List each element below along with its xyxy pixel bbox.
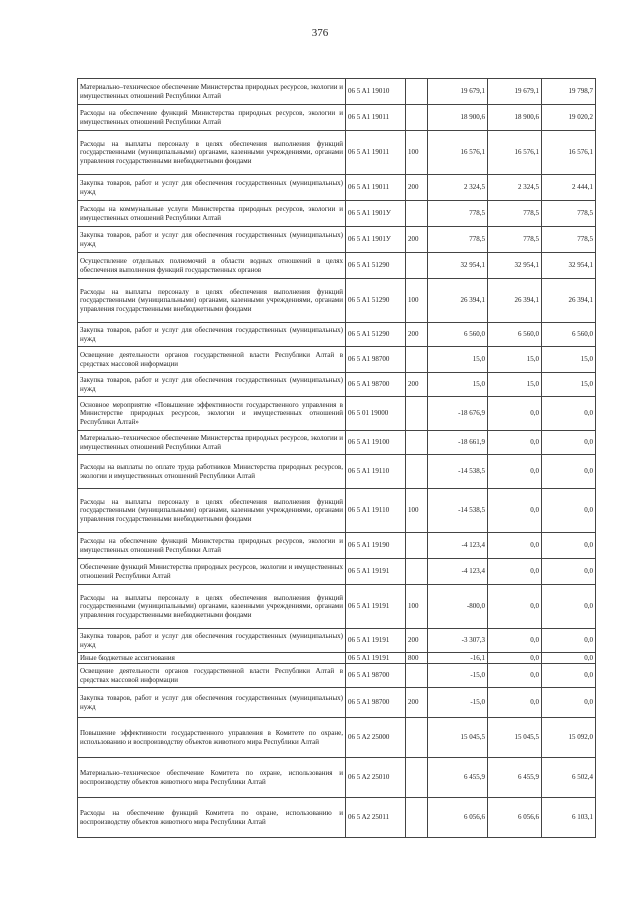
row-value-year3: 0,0 — [542, 397, 596, 431]
row-expense-type: 200 — [406, 227, 428, 253]
row-value-year2: 0,0 — [488, 629, 542, 653]
row-value-year2: 16 576,1 — [488, 131, 542, 175]
row-name: Закупка товаров, работ и услуг для обеспечения государственных (муниципальных) нужд — [78, 175, 346, 201]
row-value-year3: 0,0 — [542, 489, 596, 533]
row-value-year1: 15 045,5 — [428, 718, 488, 758]
row-value-year1: -14 538,5 — [428, 489, 488, 533]
row-name: Закупка товаров, работ и услуг для обеспечения государственных (муниципальных) нужд — [78, 373, 346, 397]
row-code: 06 5 A1 51290 — [346, 253, 406, 279]
row-code: 06 5 A1 19011 — [346, 175, 406, 201]
row-name: Материально–техническое обеспечение Министерства природных ресурсов, экологии и имущественных отношений Республики Алтай — [78, 79, 346, 105]
row-value-year3: 6 103,1 — [542, 798, 596, 838]
row-value-year3: 19 798,7 — [542, 79, 596, 105]
row-expense-type: 100 — [406, 489, 428, 533]
row-expense-type — [406, 397, 428, 431]
row-expense-type — [406, 253, 428, 279]
row-value-year3: 15,0 — [542, 373, 596, 397]
row-value-year1: 6 560,0 — [428, 323, 488, 347]
table-row — [78, 559, 596, 585]
row-code: 06 5 A1 19010 — [346, 79, 406, 105]
page-number: 376 — [311, 27, 329, 39]
table-row — [78, 79, 596, 105]
row-value-year3: 778,5 — [542, 227, 596, 253]
row-expense-type: 200 — [406, 323, 428, 347]
row-name: Осуществление отдельных полномочий в области водных отношений в целях обеспечения выполнения функций государственных органов — [78, 253, 346, 279]
table-row — [78, 323, 596, 347]
row-value-year1: 16 576,1 — [428, 131, 488, 175]
row-value-year2: 6 560,0 — [488, 323, 542, 347]
row-value-year1: -4 123,4 — [428, 559, 488, 585]
row-code: 06 5 A1 98700 — [346, 373, 406, 397]
row-value-year1: 15,0 — [428, 347, 488, 373]
row-expense-type: 800 — [406, 653, 428, 664]
table-row — [78, 347, 596, 373]
row-value-year1: 6 455,9 — [428, 758, 488, 798]
row-value-year2: 2 324,5 — [488, 175, 542, 201]
row-name: Освещение деятельности органов государственной власти Республики Алтай в средствах массовой информации — [78, 347, 346, 373]
row-expense-type — [406, 201, 428, 227]
row-code: 06 5 A1 19191 — [346, 559, 406, 585]
row-name: Расходы на обеспечение функций Министерства природных ресурсов, экологии и имущественных отношений Республики Алтай — [78, 105, 346, 131]
row-code: 06 5 A2 25010 — [346, 758, 406, 798]
row-code: 06 5 A2 25011 — [346, 798, 406, 838]
row-value-year1: -16,1 — [428, 653, 488, 664]
row-expense-type: 200 — [406, 629, 428, 653]
table-row — [78, 718, 596, 758]
row-name: Расходы на выплаты по оплате труда работников Министерства природных ресурсов, экологии и имущественных отношений Республики Алтай — [78, 455, 346, 489]
table-row — [78, 105, 596, 131]
table-row — [78, 798, 596, 838]
row-expense-type — [406, 798, 428, 838]
row-value-year3: 26 394,1 — [542, 279, 596, 323]
row-value-year1: -18 676,9 — [428, 397, 488, 431]
table-row — [78, 201, 596, 227]
row-value-year1: -14 538,5 — [428, 455, 488, 489]
row-code: 06 5 A1 51290 — [346, 279, 406, 323]
table-row — [78, 489, 596, 533]
row-value-year3: 19 020,2 — [542, 105, 596, 131]
row-expense-type: 200 — [406, 175, 428, 201]
table-row — [78, 253, 596, 279]
row-code: 06 5 A1 19100 — [346, 431, 406, 455]
row-value-year1: 32 954,1 — [428, 253, 488, 279]
budget-table — [77, 78, 596, 838]
table-row — [78, 455, 596, 489]
row-name: Закупка товаров, работ и услуг для обеспечения государственных (муниципальных) нужд — [78, 227, 346, 253]
row-value-year1: -3 307,3 — [428, 629, 488, 653]
row-value-year3: 0,0 — [542, 688, 596, 718]
row-code: 06 5 A1 98700 — [346, 688, 406, 718]
row-value-year1: 26 394,1 — [428, 279, 488, 323]
row-value-year2: 18 900,6 — [488, 105, 542, 131]
table-row — [78, 758, 596, 798]
row-value-year2: 0,0 — [488, 489, 542, 533]
row-expense-type: 200 — [406, 688, 428, 718]
row-value-year3: 16 576,1 — [542, 131, 596, 175]
row-value-year3: 15 092,0 — [542, 718, 596, 758]
row-expense-type — [406, 347, 428, 373]
row-value-year3: 0,0 — [542, 533, 596, 559]
row-name: Закупка товаров, работ и услуг для обеспечения государственных (муниципальных) нужд — [78, 629, 346, 653]
row-value-year1: -4 123,4 — [428, 533, 488, 559]
row-value-year3: 32 954,1 — [542, 253, 596, 279]
table-row — [78, 629, 596, 653]
row-name: Повышение эффективности государственного управления в Комитете по охране, использованию и воспроизводству объектов животного мира Республики Алтай — [78, 718, 346, 758]
table-row — [78, 533, 596, 559]
row-code: 06 5 A1 19190 — [346, 533, 406, 559]
row-code: 06 5 A1 19011 — [346, 105, 406, 131]
row-value-year1: 19 679,1 — [428, 79, 488, 105]
row-value-year1: -800,0 — [428, 585, 488, 629]
row-value-year3: 6 502,4 — [542, 758, 596, 798]
table-row — [78, 131, 596, 175]
table-row — [78, 279, 596, 323]
row-code: 06 5 A2 25000 — [346, 718, 406, 758]
row-value-year2: 0,0 — [488, 585, 542, 629]
row-value-year3: 0,0 — [542, 664, 596, 688]
row-value-year3: 0,0 — [542, 455, 596, 489]
row-value-year2: 15,0 — [488, 373, 542, 397]
row-value-year3: 778,5 — [542, 201, 596, 227]
row-name: Обеспечение функций Министерства природных ресурсов, экологии и имущественных отношений Республики Алтай — [78, 559, 346, 585]
row-value-year2: 0,0 — [488, 653, 542, 664]
row-name: Расходы на выплаты персоналу в целях обеспечения выполнения функций государственными (муниципальными) органами, казенными учреждениями, органами управления государственными внебюджетными фондами — [78, 131, 346, 175]
row-value-year1: -15,0 — [428, 664, 488, 688]
row-value-year3: 0,0 — [542, 431, 596, 455]
row-value-year2: 778,5 — [488, 201, 542, 227]
row-value-year3: 0,0 — [542, 585, 596, 629]
row-expense-type — [406, 664, 428, 688]
row-value-year3: 15,0 — [542, 347, 596, 373]
row-value-year2: 0,0 — [488, 688, 542, 718]
row-value-year1: 15,0 — [428, 373, 488, 397]
row-expense-type — [406, 431, 428, 455]
row-code: 06 5 A1 51290 — [346, 323, 406, 347]
row-value-year2: 0,0 — [488, 664, 542, 688]
row-code: 06 5 A1 1901У — [346, 201, 406, 227]
row-name: Материально–техническое обеспечение Комитета по охране, использования и воспроизводству объектов животного мира Республики Алтай — [78, 758, 346, 798]
row-value-year2: 6 056,6 — [488, 798, 542, 838]
row-expense-type — [406, 758, 428, 798]
row-name: Расходы на выплаты персоналу в целях обеспечения выполнения функций государственными (муниципальными) органами, казенными учреждениями, органами управления государственными внебюджетными фондами — [78, 489, 346, 533]
row-value-year3: 2 444,1 — [542, 175, 596, 201]
row-code: 06 5 A1 19191 — [346, 629, 406, 653]
row-value-year2: 32 954,1 — [488, 253, 542, 279]
row-code: 06 5 A1 98700 — [346, 347, 406, 373]
row-name: Закупка товаров, работ и услуг для обеспечения государственных (муниципальных) нужд — [78, 323, 346, 347]
table-row — [78, 585, 596, 629]
row-expense-type — [406, 718, 428, 758]
row-value-year3: 0,0 — [542, 629, 596, 653]
row-value-year2: 0,0 — [488, 533, 542, 559]
row-expense-type — [406, 533, 428, 559]
row-code: 06 5 A1 19110 — [346, 455, 406, 489]
table-row — [78, 397, 596, 431]
row-code: 06 5 A1 19110 — [346, 489, 406, 533]
row-value-year3: 6 560,0 — [542, 323, 596, 347]
row-value-year2: 6 455,9 — [488, 758, 542, 798]
row-expense-type: 200 — [406, 373, 428, 397]
row-name: Материально–техническое обеспечение Министерства природных ресурсов, экологии и имущественных отношений Республики Алтай — [78, 431, 346, 455]
row-value-year2: 778,5 — [488, 227, 542, 253]
row-value-year1: 2 324,5 — [428, 175, 488, 201]
row-name: Иные бюджетные ассигнования — [78, 653, 346, 664]
row-value-year1: 778,5 — [428, 201, 488, 227]
row-expense-type — [406, 455, 428, 489]
row-value-year2: 15 045,5 — [488, 718, 542, 758]
row-name: Расходы на коммунальные услуги Министерства природных ресурсов, экологии и имущественных отношений Республики Алтай — [78, 201, 346, 227]
row-expense-type — [406, 79, 428, 105]
row-value-year2: 19 679,1 — [488, 79, 542, 105]
table-row — [78, 688, 596, 718]
row-code: 06 5 A1 19191 — [346, 653, 406, 664]
row-value-year1: 18 900,6 — [428, 105, 488, 131]
row-name: Основное мероприятие «Повышение эффективности государственного управления в Министерстве природных ресурсов, экологии и имущественных отношений Республики Алтай» — [78, 397, 346, 431]
row-value-year1: -18 661,9 — [428, 431, 488, 455]
row-value-year1: 778,5 — [428, 227, 488, 253]
row-name: Расходы на обеспечение функций Комитета по охране, использованию и воспроизводству объектов животного мира Республики Алтай — [78, 798, 346, 838]
row-name: Расходы на обеспечение функций Министерства природных ресурсов, экологии и имущественных отношений Республики Алтай — [78, 533, 346, 559]
row-expense-type — [406, 559, 428, 585]
row-value-year2: 0,0 — [488, 397, 542, 431]
row-expense-type: 100 — [406, 279, 428, 323]
row-name: Расходы на выплаты персоналу в целях обеспечения выполнения функций государственными (муниципальными) органами, казенными учреждениями, органами управления государственными внебюджетными фондами — [78, 279, 346, 323]
table-row — [78, 373, 596, 397]
row-code: 06 5 A1 19191 — [346, 585, 406, 629]
row-code: 06 5 A1 1901У — [346, 227, 406, 253]
row-value-year2: 0,0 — [488, 455, 542, 489]
row-value-year3: 0,0 — [542, 653, 596, 664]
row-value-year1: 6 056,6 — [428, 798, 488, 838]
row-name: Освещение деятельности органов государственной власти Республики Алтай в средствах массовой информации — [78, 664, 346, 688]
table-row — [78, 175, 596, 201]
budget-table-body — [78, 79, 596, 838]
table-row — [78, 653, 596, 664]
row-value-year2: 0,0 — [488, 559, 542, 585]
row-value-year2: 0,0 — [488, 431, 542, 455]
row-value-year2: 15,0 — [488, 347, 542, 373]
row-code: 06 5 A1 98700 — [346, 664, 406, 688]
row-expense-type: 100 — [406, 585, 428, 629]
row-expense-type — [406, 105, 428, 131]
table-row — [78, 431, 596, 455]
table-row — [78, 664, 596, 688]
row-expense-type: 100 — [406, 131, 428, 175]
row-name: Расходы на выплаты персоналу в целях обеспечения выполнения функций государственными (муниципальными) органами, казенными учреждениями, органами управления государственными внебюджетными фондами — [78, 585, 346, 629]
table-row — [78, 227, 596, 253]
row-name: Закупка товаров, работ и услуг для обеспечения государственных (муниципальных) нужд — [78, 688, 346, 718]
row-value-year1: -15,0 — [428, 688, 488, 718]
row-code: 06 5 A1 19011 — [346, 131, 406, 175]
row-value-year2: 26 394,1 — [488, 279, 542, 323]
row-code: 06 5 01 19000 — [346, 397, 406, 431]
row-value-year3: 0,0 — [542, 559, 596, 585]
